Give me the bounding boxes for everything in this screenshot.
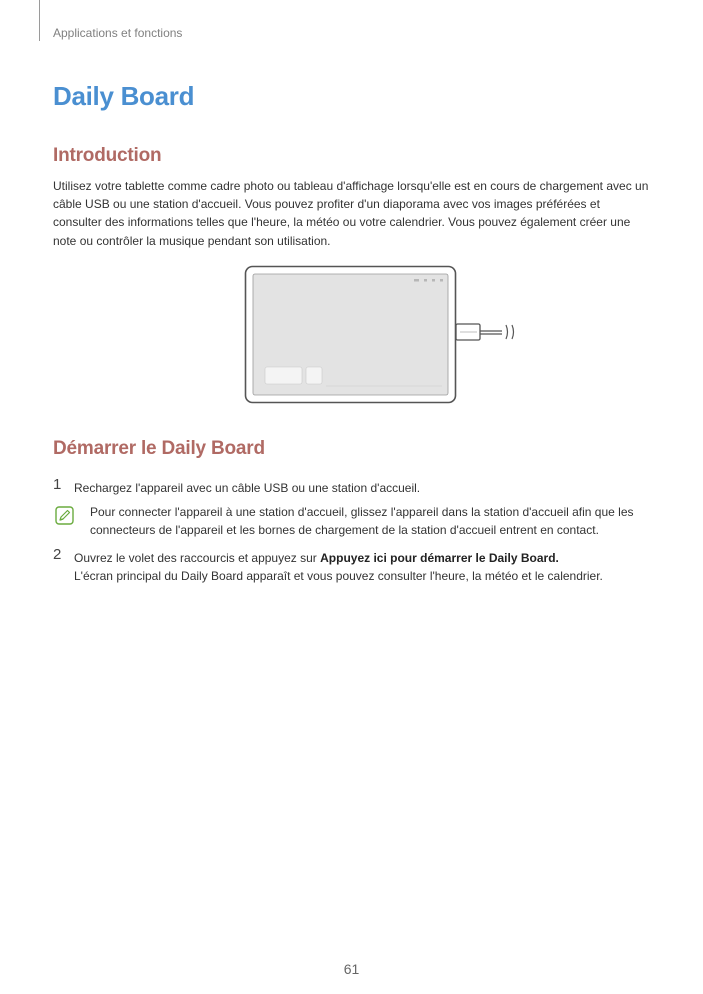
step-text-after: L'écran principal du Daily Board apparaît et vous pouvez consulter l'heure, la météo et le calendrier. — [74, 569, 603, 583]
step-number: 1 — [53, 476, 62, 493]
step-number: 2 — [53, 546, 62, 563]
start-heading: Démarrer le Daily Board — [53, 438, 265, 459]
introduction-heading: Introduction — [53, 145, 162, 166]
charging-waves — [506, 325, 514, 339]
step-text-before: Ouvrez le volet des raccourcis et appuyez sur — [74, 551, 321, 565]
page-title: Daily Board — [53, 81, 195, 111]
screen-widget-small — [306, 367, 322, 384]
screen-widget-large — [265, 367, 302, 384]
note-text: Pour connecter l'appareil à une station d'accueil, glissez l'appareil dans la station d'accueil afin que les connecteurs de l'appareil et les bornes de chargement de la station d'accueil entrent en contact. — [90, 505, 634, 538]
section-header: Applications et fonctions — [53, 26, 183, 40]
tablet-charging-illustration — [244, 265, 526, 406]
daily-board-command: Appuyez ici pour démarrer le Daily Board. — [320, 551, 559, 565]
step-text: Rechargez l'appareil avec un câble USB ou une station d'accueil. — [74, 481, 421, 495]
header-divider — [39, 0, 40, 41]
introduction-text: Utilisez votre tablette comme cadre photo ou tableau d'affichage lorsqu'elle est en cours de chargement avec un câble USB ou une station d'accueil. Vous pouvez profiter d'un diaporama avec vos images préférées et consulter des informations telles que l'heure, la météo ou votre calendrier. Vous pouvez également créer une note ou contrôler la musique pendant son utilisation. — [53, 179, 649, 248]
note-pencil-icon — [55, 506, 74, 525]
page-number: 61 — [343, 961, 360, 977]
step-text — [74, 549, 654, 585]
